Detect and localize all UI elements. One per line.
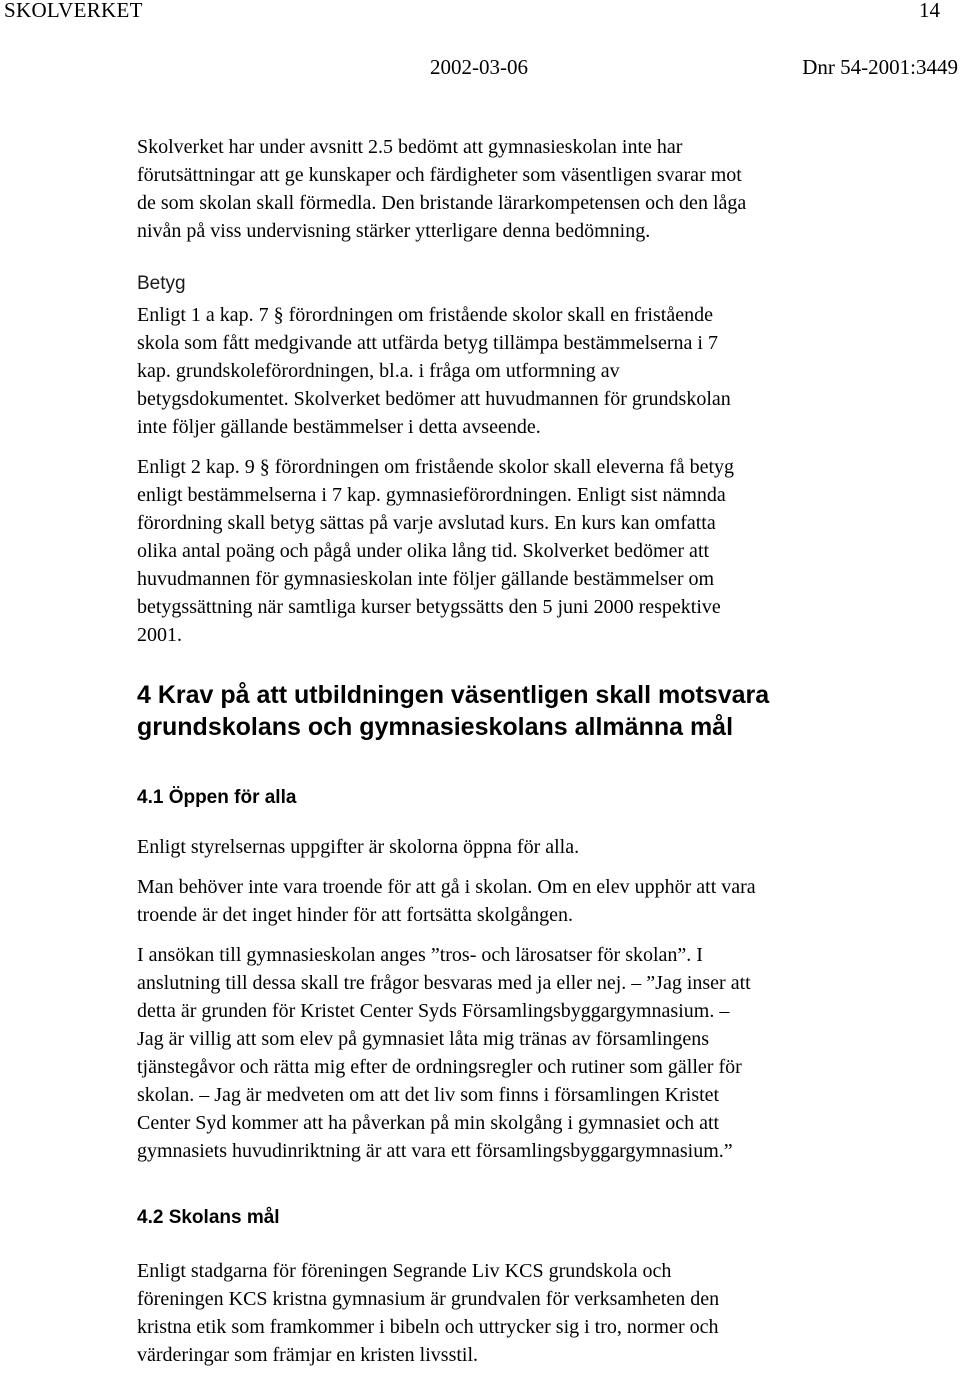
page-header bbox=[0, 0, 960, 80]
betyg-paragraph-1 bbox=[137, 301, 937, 441]
line: grundskolans och gymnasieskolans allmänna mål bbox=[137, 713, 734, 741]
line: betygssättning när samtliga kurser betygssätts den 5 juni 2000 respektive bbox=[137, 596, 721, 618]
line: skolan. – Jag är medveten om att det liv som finns i församlingen Kristet bbox=[137, 1084, 720, 1106]
line: troende är det inget hinder för att fortsätta skolgången. bbox=[137, 904, 573, 926]
line: inte följer gällande bestämmelser i detta avseende. bbox=[137, 416, 541, 438]
s42-paragraph-1 bbox=[137, 1257, 937, 1369]
s41-paragraph-2 bbox=[137, 873, 937, 929]
section-4-1-heading: 4.1 Öppen för alla bbox=[137, 787, 297, 808]
line: huvudmannen för gymnasieskolan inte följer gällande bestämmelser om bbox=[137, 568, 715, 590]
intro-paragraph bbox=[137, 133, 937, 245]
line: kap. grundskoleförordningen, bl.a. i fråga om utformning av bbox=[137, 360, 620, 382]
line: I ansökan till gymnasieskolan anges ”tros- och lärosatser för skolan”. I bbox=[137, 944, 703, 966]
line: förutsättningar att ge kunskaper och färdigheter som väsentligen svarar mot bbox=[137, 164, 742, 186]
line: Enligt stadgarna för föreningen Segrande Liv KCS grundskola och bbox=[137, 1260, 672, 1282]
betyg-subheading: Betyg bbox=[137, 273, 186, 294]
line: Center Syd kommer att ha påverkan på min skolgång i gymnasiet och att bbox=[137, 1112, 720, 1134]
line: enligt bestämmelserna i 7 kap. gymnasieförordningen. Enligt sist nämnda bbox=[137, 484, 726, 506]
line: föreningen KCS kristna gymnasium är grundvalen för verksamheten den bbox=[137, 1288, 720, 1310]
line: detta är grunden för Kristet Center Syds Församlingsbyggargymnasium. – bbox=[137, 1000, 730, 1022]
header-date: 2002-03-06 bbox=[430, 55, 528, 79]
line: Skolverket har under avsnitt 2.5 bedömt att gymnasieskolan inte har bbox=[137, 136, 683, 158]
line: skola som fått medgivande att utfärda betyg tillämpa bestämmelserna i 7 bbox=[137, 332, 718, 354]
line: Jag är villig att som elev på gymnasiet låta mig tränas av församlingens bbox=[137, 1028, 710, 1050]
document-body bbox=[137, 133, 937, 1381]
line: tjänstegåvor och rätta mig efter de ordningsregler och rutiner som gäller för bbox=[137, 1056, 742, 1078]
line: olika antal poäng och pågå under olika lång tid. Skolverket bedömer att bbox=[137, 540, 710, 562]
line: Man behöver inte vara troende för att gå i skolan. Om en elev upphör att vara bbox=[137, 876, 756, 898]
section-4-2-heading: 4.2 Skolans mål bbox=[137, 1207, 280, 1228]
line: 2001. bbox=[137, 624, 182, 646]
line: anslutning till dessa skall tre frågor besvaras med ja eller nej. – ”Jag inser att bbox=[137, 972, 751, 994]
line: Enligt styrelsernas uppgifter är skolorna öppna för alla. bbox=[137, 836, 580, 858]
line: värderingar som främjar en kristen livsstil. bbox=[137, 1344, 479, 1366]
line: 4 Krav på att utbildningen väsentligen skall motsvara bbox=[137, 681, 770, 709]
s41-paragraph-1 bbox=[137, 833, 937, 861]
line: Enligt 1 a kap. 7 § förordningen om fristående skolor skall en fristående bbox=[137, 304, 713, 326]
line: kristna etik som framkommer i bibeln och uttrycker sig i tro, normer och bbox=[137, 1316, 719, 1338]
line: förordning skall betyg sättas på varje avslutad kurs. En kurs kan omfatta bbox=[137, 512, 716, 534]
header-page-number: 14 bbox=[919, 0, 940, 22]
s41-paragraph-3 bbox=[137, 941, 937, 1165]
line: gymnasiets huvudinriktning är att vara ett församlingsbyggargymnasium.” bbox=[137, 1140, 733, 1162]
line: nivån på viss undervisning stärker ytterligare denna bedömning. bbox=[137, 220, 651, 242]
section-4-heading bbox=[137, 679, 937, 743]
line: Enligt 2 kap. 9 § förordningen om fristående skolor skall eleverna få betyg bbox=[137, 456, 735, 478]
header-org-name: SKOLVERKET bbox=[4, 0, 143, 22]
line: betygsdokumentet. Skolverket bedömer att huvudmannen för grundskolan bbox=[137, 388, 731, 410]
betyg-paragraph-2 bbox=[137, 453, 937, 649]
header-dnr: Dnr 54-2001:3449 bbox=[802, 55, 958, 79]
line: de som skolan skall förmedla. Den bristande lärarkompetensen och den låga bbox=[137, 192, 747, 214]
